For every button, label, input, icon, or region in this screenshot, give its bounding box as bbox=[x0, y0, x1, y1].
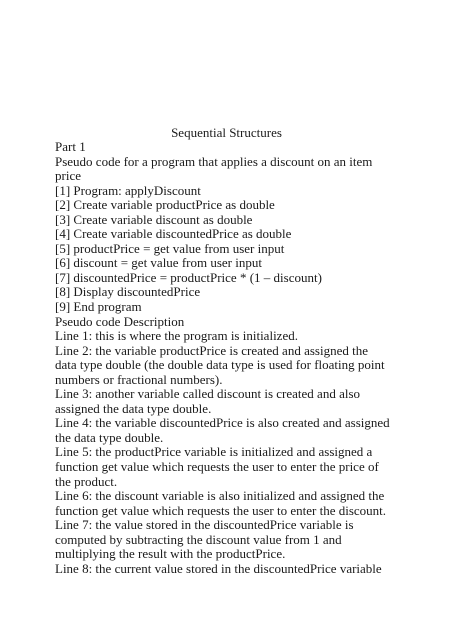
pseudo-code-line: [1] Program: applyDiscount bbox=[55, 182, 201, 198]
text-line: the product. bbox=[55, 473, 118, 489]
text-line: Line 5: the productPrice variable is initialized and assigned a bbox=[55, 444, 373, 460]
text-line: Line 4: the variable discountedPrice is also created and assigned bbox=[55, 415, 390, 431]
text-line: Line 1: this is where the program is initialized. bbox=[55, 328, 298, 344]
text-line: Line 3: another variable called discount is created and also bbox=[55, 386, 361, 402]
pseudo-code-line: [9] End program bbox=[55, 299, 142, 315]
pseudo-code-line: [4] Create variable discountedPrice as double bbox=[55, 226, 292, 242]
text-line: the data type double. bbox=[55, 429, 164, 445]
pseudo-code-line: [5] productPrice = get value from user input bbox=[55, 240, 285, 256]
text-line: Line 6: the discount variable is also initialized and assigned the bbox=[55, 488, 385, 504]
text-line: Line 7: the value stored in the discountedPrice variable is bbox=[55, 517, 354, 533]
text-line: data type double (the double data type is used for floating point bbox=[55, 357, 385, 373]
text-line: computed by subtracting the discount value from 1 and bbox=[55, 531, 342, 547]
pseudo-code-line: [8] Display discountedPrice bbox=[55, 284, 201, 300]
text-line: Pseudo code for a program that applies a discount on an item bbox=[55, 153, 373, 169]
text-line: price bbox=[55, 168, 81, 184]
text-line: multiplying the result with the productPrice. bbox=[55, 546, 286, 562]
document-title: Sequential Structures bbox=[171, 125, 282, 140]
pseudo-code-line: [7] discountedPrice = productPrice * (1 – discount) bbox=[55, 269, 322, 285]
text-line: assigned the data type double. bbox=[55, 400, 212, 416]
text-line: Line 2: the variable productPrice is created and assigned the bbox=[55, 342, 368, 358]
text-line: Part 1 bbox=[55, 139, 86, 154]
text-line: Line 8: the current value stored in the discountedPrice variable bbox=[55, 560, 382, 576]
pseudo-code-line: [2] Create variable productPrice as double bbox=[55, 197, 275, 213]
pseudo-code-line: [3] Create variable discount as double bbox=[55, 211, 253, 227]
section-heading: Pseudo code Description bbox=[55, 313, 185, 329]
text-line: function get value which requests the user to enter the price of bbox=[55, 459, 379, 475]
text-line: function get value which requests the user to enter the discount. bbox=[55, 502, 387, 518]
document-body bbox=[55, 140, 407, 576]
text-line: numbers or fractional numbers). bbox=[55, 371, 223, 387]
pseudo-code-line: [6] discount = get value from user input bbox=[55, 255, 262, 271]
